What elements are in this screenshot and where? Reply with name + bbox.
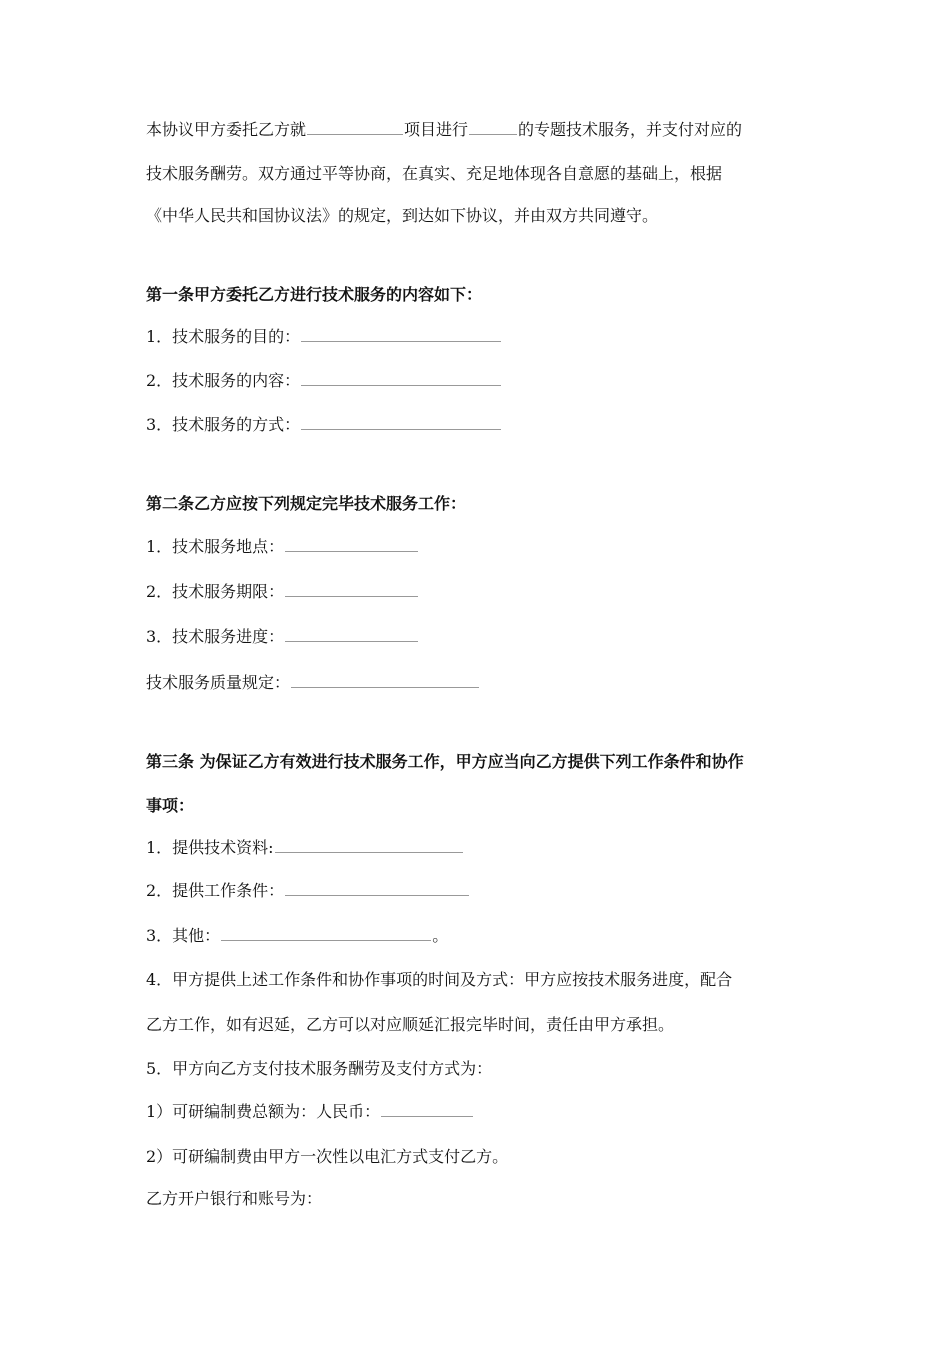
article-2-item-3 [146, 627, 419, 647]
item-label: 1．技术服务地点： [146, 537, 285, 556]
intro-line-3: 《中华人民共和国协议法》的规定，到达如下协议，并由双方共同遵守。 [146, 206, 659, 225]
method-blank [301, 415, 501, 430]
bank-account: 乙方开户银行和账号为： [146, 1189, 323, 1208]
other-blank [221, 926, 431, 941]
article-3-item-3 [146, 926, 448, 946]
article-3-item-4-line-1: 4．甲方提供上述工作条件和协作事项的时间及方式：甲方应按技术服务进度，配合 [146, 970, 733, 989]
article-2-item-2 [146, 582, 419, 602]
intro-text-1c: 的专题技术服务，并支付对应的 [518, 120, 743, 139]
payment-method: 2）可研编制费由甲方一次性以电汇方式支付乙方。 [146, 1147, 509, 1166]
article-1-item-3 [146, 415, 502, 435]
article-3-item-1 [146, 838, 464, 858]
article-3-item-5: 5．甲方向乙方支付技术服务酬劳及支付方式为： [146, 1059, 493, 1078]
article-3-title-line-1: 第三条 为保证乙方有效进行技术服务工作，甲方应当向乙方提供下列工作条件和协作 [146, 752, 744, 771]
article-1-title: 第一条甲方委托乙方进行技术服务的内容如下： [146, 285, 483, 304]
intro-text-1b: 项目进行 [404, 120, 469, 139]
purpose-blank [301, 327, 501, 342]
intro-text-1a: 本协议甲方委托乙方就 [146, 120, 307, 139]
article-2-item-1 [146, 537, 419, 557]
article-2-title: 第二条乙方应按下列规定完毕技术服务工作： [146, 494, 467, 513]
period-blank [285, 582, 418, 597]
article-3-item-2 [146, 881, 470, 901]
item-label: 3．其他： [146, 926, 221, 945]
project-name-blank [307, 120, 403, 135]
quality-requirement [146, 673, 480, 693]
item-label: 2．技术服务期限： [146, 582, 285, 601]
item-label: 1．技术服务的目的： [146, 327, 301, 346]
article-3-item-4-line-2: 乙方工作，如有迟延，乙方可以对应顺延汇报完毕时间，责任由甲方承担。 [146, 1015, 675, 1034]
amount-blank [381, 1102, 473, 1117]
progress-blank [285, 627, 418, 642]
payment-total [146, 1102, 474, 1122]
intro-line-1 [146, 120, 742, 140]
location-blank [285, 537, 418, 552]
service-topic-blank [469, 120, 517, 135]
work-conditions-blank [285, 881, 469, 896]
item-end: 。 [432, 926, 449, 945]
item-label: 1．提供技术资料: [146, 838, 274, 857]
quality-blank [291, 673, 479, 688]
payment-total-label: 1）可研编制费总额为：人民币： [146, 1102, 381, 1121]
item-label: 2．技术服务的内容： [146, 371, 301, 390]
item-label: 3．技术服务的方式： [146, 415, 301, 434]
tech-data-blank [275, 838, 463, 853]
content-blank [301, 371, 501, 386]
quality-label: 技术服务质量规定： [146, 673, 291, 692]
article-1-item-1 [146, 327, 502, 347]
article-1-item-2 [146, 371, 502, 391]
item-label: 3．技术服务进度： [146, 627, 285, 646]
item-label: 2．提供工作条件： [146, 881, 285, 900]
article-3-title-line-2: 事项： [146, 796, 195, 815]
intro-line-2: 技术服务酬劳。双方通过平等协商，在真实、充足地体现各自意愿的基础上，根据 [146, 164, 723, 183]
